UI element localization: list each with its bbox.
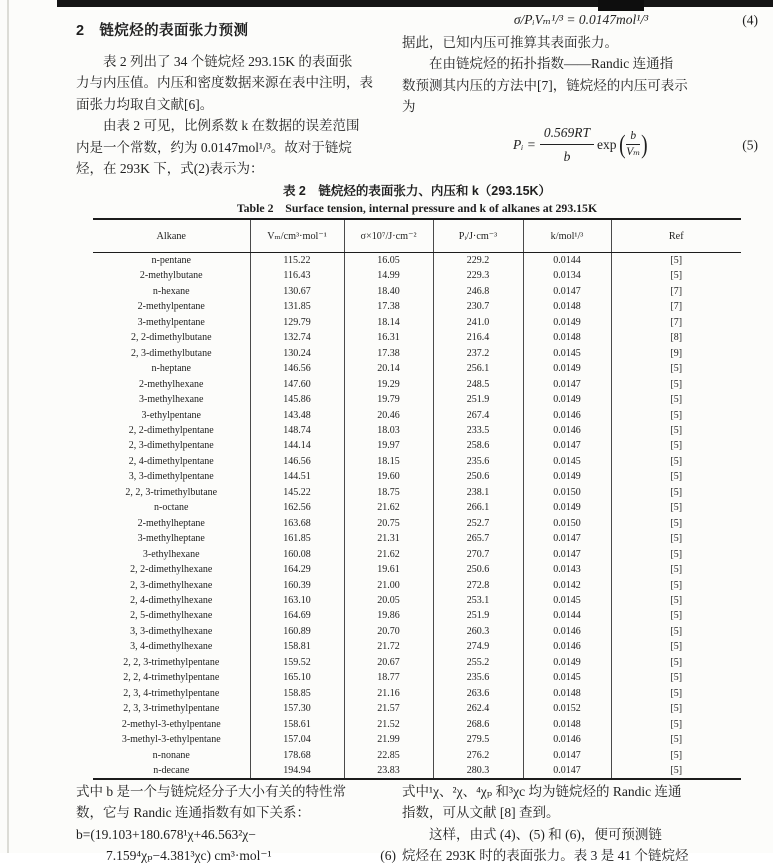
table-cell: 160.39 [250,578,344,593]
table-cell: 265.7 [433,531,523,546]
equation-6-line2-body: 7.159⁴χₚ−4.381³χc) cm³·mol⁻¹ [106,848,272,864]
table-cell: 21.31 [344,531,433,546]
table-cell: [5] [611,578,741,593]
paragraph-3 [402,32,760,118]
table-cell: 238.1 [433,485,523,500]
table-cell: 2, 3-dimethylbutane [130,347,212,359]
table-cell: 2, 2-dimethylpentane [128,424,214,436]
scan-edge-left [7,0,9,853]
table-cell: 159.52 [250,655,344,670]
table-cell: n-decane [93,763,250,779]
table-cell: 18.77 [344,670,433,685]
table-cell: [5] [611,547,741,562]
table-cell: 2, 3, 4-trimethylpentane [123,687,220,699]
text-line: 式中¹χ、²χ、⁴χₚ 和³χc 均为链烷烃的 Randic 连通 [402,784,682,799]
paragraph-4 [76,781,400,824]
table-cell: 160.89 [250,624,344,639]
table-cell: 19.79 [344,392,433,407]
table-row [93,732,741,747]
table-cell: [5] [611,377,741,392]
table-cell: 0.0147 [523,377,611,392]
table-cell: 21.99 [344,732,433,747]
table-cell: 263.6 [433,686,523,701]
table-cell: 250.6 [433,469,523,484]
table-row [93,578,741,593]
table-cell: 21.62 [344,500,433,515]
table-row [93,624,741,639]
table-cell: 20.75 [344,516,433,531]
table-cell: 0.0146 [523,624,611,639]
table-cell: 216.4 [433,330,523,345]
table-cell: 0.0149 [523,469,611,484]
table-cell: 18.40 [344,284,433,299]
equation-5-lhs: Pᵢ = [513,136,536,152]
table-cell: 3-ethylhexane [142,548,200,560]
table-cell: 20.67 [344,655,433,670]
table-row [93,377,741,392]
table-cell: n-octane [154,502,189,514]
right-column-bottom [402,781,760,867]
column-header: σ×10⁷/J·cm⁻² [344,219,433,253]
equation-5-number: (5) [742,136,758,152]
text-line: 烃，在 293K 下，式(2)表示为： [76,161,264,177]
table-cell: 2, 2, 3-trimethylpentane [123,656,220,668]
text-line: 式中 b 是一个与链烷烃分子大小有关的特性常 [76,784,346,799]
table-cell: 2, 2-dimethylhexane [130,564,213,576]
scan-edge-top [57,0,773,7]
table-cell: 19.61 [344,562,433,577]
text-line: 指数，可从文献 [8] 查到。 [402,805,560,821]
table-cell: 2, 2-dimethylbutane [130,332,212,344]
table-cell: 0.0149 [523,392,611,407]
table-cell: 130.67 [250,284,344,299]
table-cell: 2, 3, 3-trimethylpentane [123,703,220,715]
table-cell: 2, 4-dimethylpentane [128,455,214,467]
table-cell: 252.7 [433,516,523,531]
table-cell: 164.29 [250,562,344,577]
text-line: 由表 2 可见，比例系数 k 在数据的误差范围 [76,118,360,134]
table-cell: 235.6 [433,454,523,469]
table-cell: 2, 3-dimethylhexane [130,579,213,591]
alkane-table [93,218,741,780]
table-cell: 279.5 [433,732,523,747]
table-cell: [5] [611,763,741,779]
table-cell: [5] [611,624,741,639]
column-header: Alkane [93,219,250,253]
left-column-top [76,20,400,179]
table-cell: 0.0142 [523,578,611,593]
table-cell: [7] [611,284,741,299]
table-cell: [5] [611,748,741,763]
table-cell: 0.0144 [523,253,611,269]
table-cell: 0.0148 [523,686,611,701]
equation-4 [402,8,760,32]
table-cell: 21.62 [344,547,433,562]
table-cell: [5] [611,686,741,701]
table-cell: 161.85 [250,531,344,546]
table-cell: 3-methylheptane [137,533,205,545]
table-cell: 230.7 [433,299,523,314]
table-cell: 23.83 [344,763,433,779]
table-cell: [5] [611,268,741,283]
table-row [93,361,741,376]
table-cell: 0.0146 [523,423,611,438]
table-cell: 194.94 [250,763,344,779]
table-cell: 2-methylhexane [139,378,204,390]
table-cell: 21.16 [344,686,433,701]
table-cell: 266.1 [433,500,523,515]
table-row [93,438,741,453]
table-cell: 21.00 [344,578,433,593]
table-cell: [5] [611,516,741,531]
table-cell: 146.56 [250,454,344,469]
fraction-numerator: b [626,130,640,145]
table-cell: 0.0145 [523,593,611,608]
table-cell: 19.29 [344,377,433,392]
right-column-top [402,8,760,168]
table-cell: 229.3 [433,268,523,283]
table-row [93,469,741,484]
table-row [93,655,741,670]
exp-argument-fraction [626,130,640,159]
left-column-bottom [76,781,400,867]
table-cell: 256.1 [433,361,523,376]
table-cell: 0.0150 [523,485,611,500]
table-cell: 22.85 [344,748,433,763]
table-row [93,253,741,269]
table-cell: 241.0 [433,315,523,330]
table-cell: 129.79 [250,315,344,330]
table-cell: 21.72 [344,639,433,654]
table-row [93,423,741,438]
table-cell: 253.1 [433,593,523,608]
table-cell: 19.60 [344,469,433,484]
table-cell: 272.8 [433,578,523,593]
table-cell: 0.0152 [523,701,611,716]
text-line: 这样，由式 (4)、(5) 和 (6)，便可预测链 [402,826,662,842]
table-cell: 2-methylbutane [139,270,203,282]
table-row [93,315,741,330]
table-cell: 3, 3-dimethylpentane [128,471,214,483]
table-row [93,562,741,577]
table-cell: 258.6 [433,438,523,453]
table-cell: 16.31 [344,330,433,345]
table-row [93,670,741,685]
column-header: Ref [611,219,741,253]
table-cell: 267.4 [433,408,523,423]
table-cell: [5] [611,562,741,577]
table-cell: 178.68 [250,748,344,763]
table-cell: [5] [611,392,741,407]
table-cell: 21.52 [344,717,433,732]
table-cell: 17.38 [344,346,433,361]
table-row [93,454,741,469]
paragraph-5 [402,781,760,867]
table-cell: 0.0145 [523,454,611,469]
table-cell: 0.0146 [523,732,611,747]
table-cell: 164.69 [250,608,344,623]
table-cell: [5] [611,701,741,716]
table-row [93,299,741,314]
table-cell: 3-methyl-3-ethylpentane [121,734,221,746]
table-cell: 262.4 [433,701,523,716]
table-header-row [93,219,741,253]
table-cell: 145.22 [250,485,344,500]
table-row [93,701,741,716]
table-cell: 163.68 [250,516,344,531]
text-line: 数，它与 Randic 连通指数有如下关系： [76,805,310,821]
table-cell: 115.22 [250,253,344,269]
table-row [93,608,741,623]
table-cell: 2, 2, 3-trimethylbutane [125,486,218,498]
table-cell: 116.43 [250,268,344,283]
table-cell: 0.0149 [523,315,611,330]
table-cell: 0.0145 [523,670,611,685]
table-cell: 17.38 [344,299,433,314]
equation-6-number: (6) [380,848,396,864]
table-cell: 18.15 [344,454,433,469]
table-cell: 0.0147 [523,531,611,546]
table-cell: [5] [611,670,741,685]
table-row [93,686,741,701]
table-cell: 2-methylpentane [137,301,205,313]
table-cell: [5] [611,408,741,423]
table-cell: 276.2 [433,748,523,763]
table-cell: 0.0134 [523,268,611,283]
table-row [93,593,741,608]
table-title-en: Table 2 Surface tension, internal pressure and k of alkanes at 293.15K [236,201,598,215]
paragraph-1 [76,51,400,115]
table-cell: 2-methyl-3-ethylpentane [121,718,221,730]
table-cell: 14.99 [344,268,433,283]
table-cell: 2, 4-dimethylhexane [130,594,213,606]
table-cell: [5] [611,593,741,608]
table-cell: 158.81 [250,639,344,654]
table-row [93,485,741,500]
table-cell: 268.6 [433,717,523,732]
table-cell: 20.05 [344,593,433,608]
table-cell: 18.03 [344,423,433,438]
table-cell: 255.2 [433,655,523,670]
table-row [93,639,741,654]
table-cell: 0.0148 [523,717,611,732]
table-cell: [5] [611,438,741,453]
table-cell: [5] [611,655,741,670]
table-cell: 0.0144 [523,608,611,623]
table-cell: 20.70 [344,624,433,639]
table-row [93,392,741,407]
table-cell: 3-ethylpentane [141,409,201,421]
table-cell: [5] [611,361,741,376]
equation-5-fraction [540,122,594,168]
table-cell: 144.51 [250,469,344,484]
table-row [93,547,741,562]
table-cell: n-pentane [151,255,191,266]
table-cell: 229.2 [433,253,523,269]
column-header: Pᵢ/J·cm⁻³ [433,219,523,253]
table-cell: 146.56 [250,361,344,376]
text-line: 内是一个常数，约为 0.0147mol¹/³。故对于链烷 [76,139,352,155]
paragraph-2 [76,115,400,179]
table-row [93,763,741,779]
table-cell: 3, 4-dimethylhexane [130,641,213,653]
table-cell: 20.14 [344,361,433,376]
table-row [93,531,741,546]
open-paren: ( [618,129,626,159]
table-cell: 20.46 [344,408,433,423]
table-cell: 0.0150 [523,516,611,531]
table-cell: 0.0147 [523,748,611,763]
table-cell: 144.14 [250,438,344,453]
table-cell: 0.0148 [523,299,611,314]
table-cell: 237.2 [433,346,523,361]
text-line: 在由链烷烃的拓扑指数——Randic 连通指 [402,56,674,72]
table-cell: [5] [611,253,741,269]
table-cell: [5] [611,423,741,438]
fraction-denominator: b [563,149,571,165]
table-cell: 16.05 [344,253,433,269]
table-cell: 0.0146 [523,639,611,654]
table-cell: [8] [611,330,741,345]
table-cell: 0.0147 [523,438,611,453]
table-cell: 157.04 [250,732,344,747]
table-row [93,408,741,423]
table-cell: 248.5 [433,377,523,392]
close-paren: ) [641,129,648,159]
table-cell: 3, 3-dimethylhexane [130,625,213,637]
table-cell: 0.0143 [523,562,611,577]
table-cell: 2-methylheptane [137,517,205,529]
table-cell: 0.0147 [523,547,611,562]
table-cell: 147.60 [250,377,344,392]
table-cell: [5] [611,454,741,469]
table-cell: 160.08 [250,547,344,562]
text-line: 为 [402,99,416,115]
table-cell: 274.9 [433,639,523,654]
table-cell: 2, 2, 4-trimethylpentane [123,672,220,684]
table-cell: 0.0147 [523,284,611,299]
table-cell: 143.48 [250,408,344,423]
table-cell: n-nonane [152,749,190,761]
table-cell: [7] [611,315,741,330]
table-cell: 0.0145 [523,346,611,361]
table-cell: 0.0147 [523,763,611,779]
table-cell: 3-methylhexane [139,394,204,406]
table-cell: 0.0149 [523,361,611,376]
table-cell: 235.6 [433,670,523,685]
table-row [93,268,741,283]
table-cell: [5] [611,531,741,546]
table-row [93,500,741,515]
table-row [93,717,741,732]
table-body [93,253,741,780]
table-cell: 162.56 [250,500,344,515]
table-cell: 0.0149 [523,655,611,670]
equation-6-line2 [76,845,400,866]
table-cell: 246.8 [433,284,523,299]
equation-4-number: (4) [742,12,758,28]
table-cell: [5] [611,485,741,500]
equation-6-line1: b=(19.103+180.678¹χ+46.563²χ− [76,826,256,842]
fraction-numerator: 0.569RT [540,122,594,145]
table-row [93,516,741,531]
text-line: 烷烃在 293K 时的表面张力。表 3 是 41 个链烷烃 [402,848,689,864]
table-cell: n-heptane [151,363,191,375]
table-cell: 250.6 [433,562,523,577]
table-cell: 2, 5-dimethylhexane [130,610,213,622]
text-line: 表 2 列出了 34 个链烷烃 293.15K 的表面张 [76,54,353,69]
table-cell: 158.61 [250,717,344,732]
table-row [93,748,741,763]
table-cell: 0.0146 [523,408,611,423]
table-cell: 165.10 [250,670,344,685]
table-cell: 131.85 [250,299,344,314]
table-cell: 280.3 [433,763,523,779]
exp-function: exp [597,136,617,152]
table-cell: 0.0148 [523,330,611,345]
table-cell: [5] [611,608,741,623]
table-cell: 157.30 [250,701,344,716]
table-cell: 148.74 [250,423,344,438]
text-line: 面张力均取自文献[6]。 [76,96,214,112]
table-row [93,346,741,361]
table-cell: n-hexane [152,285,190,297]
table-cell: [5] [611,469,741,484]
text-line: 力与内压值。内压和密度数据来源在表中注明，表 [76,75,373,91]
table-title-zh: 表 2 链烷烃的表面张力、内压和 k（293.15K） [282,184,552,198]
table-cell: 18.14 [344,315,433,330]
table-cell: [9] [611,346,741,361]
table-cell: 130.24 [250,346,344,361]
table-cell: 260.3 [433,624,523,639]
table-cell: 158.85 [250,686,344,701]
table-cell: 233.5 [433,423,523,438]
table-cell: 145.86 [250,392,344,407]
equation-4-body: σ/PᵢVₘ¹/³ = 0.0147mol¹/³ [513,12,649,28]
table-cell: [5] [611,717,741,732]
table-header [93,219,741,253]
column-header: k/mol¹/³ [523,219,611,253]
table-cell: 18.75 [344,485,433,500]
table-cell: 270.7 [433,547,523,562]
table-cell: 19.86 [344,608,433,623]
table-cell: 3-methylpentane [137,316,205,328]
table-cell: 19.97 [344,438,433,453]
table-cell: [5] [611,639,741,654]
table-cell: 163.10 [250,593,344,608]
table-cell: 251.9 [433,392,523,407]
table-cell: [5] [611,500,741,515]
table-cell: 251.9 [433,608,523,623]
table-cell: 21.57 [344,701,433,716]
fraction-denominator: Vₘ [626,146,641,159]
table-row [93,330,741,345]
section-heading: 2 链烷烃的表面张力预测 [76,23,249,39]
table-row [93,284,741,299]
table-cell: 0.0149 [523,500,611,515]
table-cell: [5] [611,732,741,747]
text-line: 据此，已知内压可推算其表面张力。 [402,35,618,50]
table-cell: 2, 3-dimethylpentane [128,440,214,452]
equation-5 [402,122,760,168]
text-line: 数预测其内压的方法中[7]，链烷烃的内压可表示 [402,77,688,93]
table-cell: [7] [611,299,741,314]
column-header: Vₘ/cm³·mol⁻¹ [250,219,344,253]
table-cell: 132.74 [250,330,344,345]
